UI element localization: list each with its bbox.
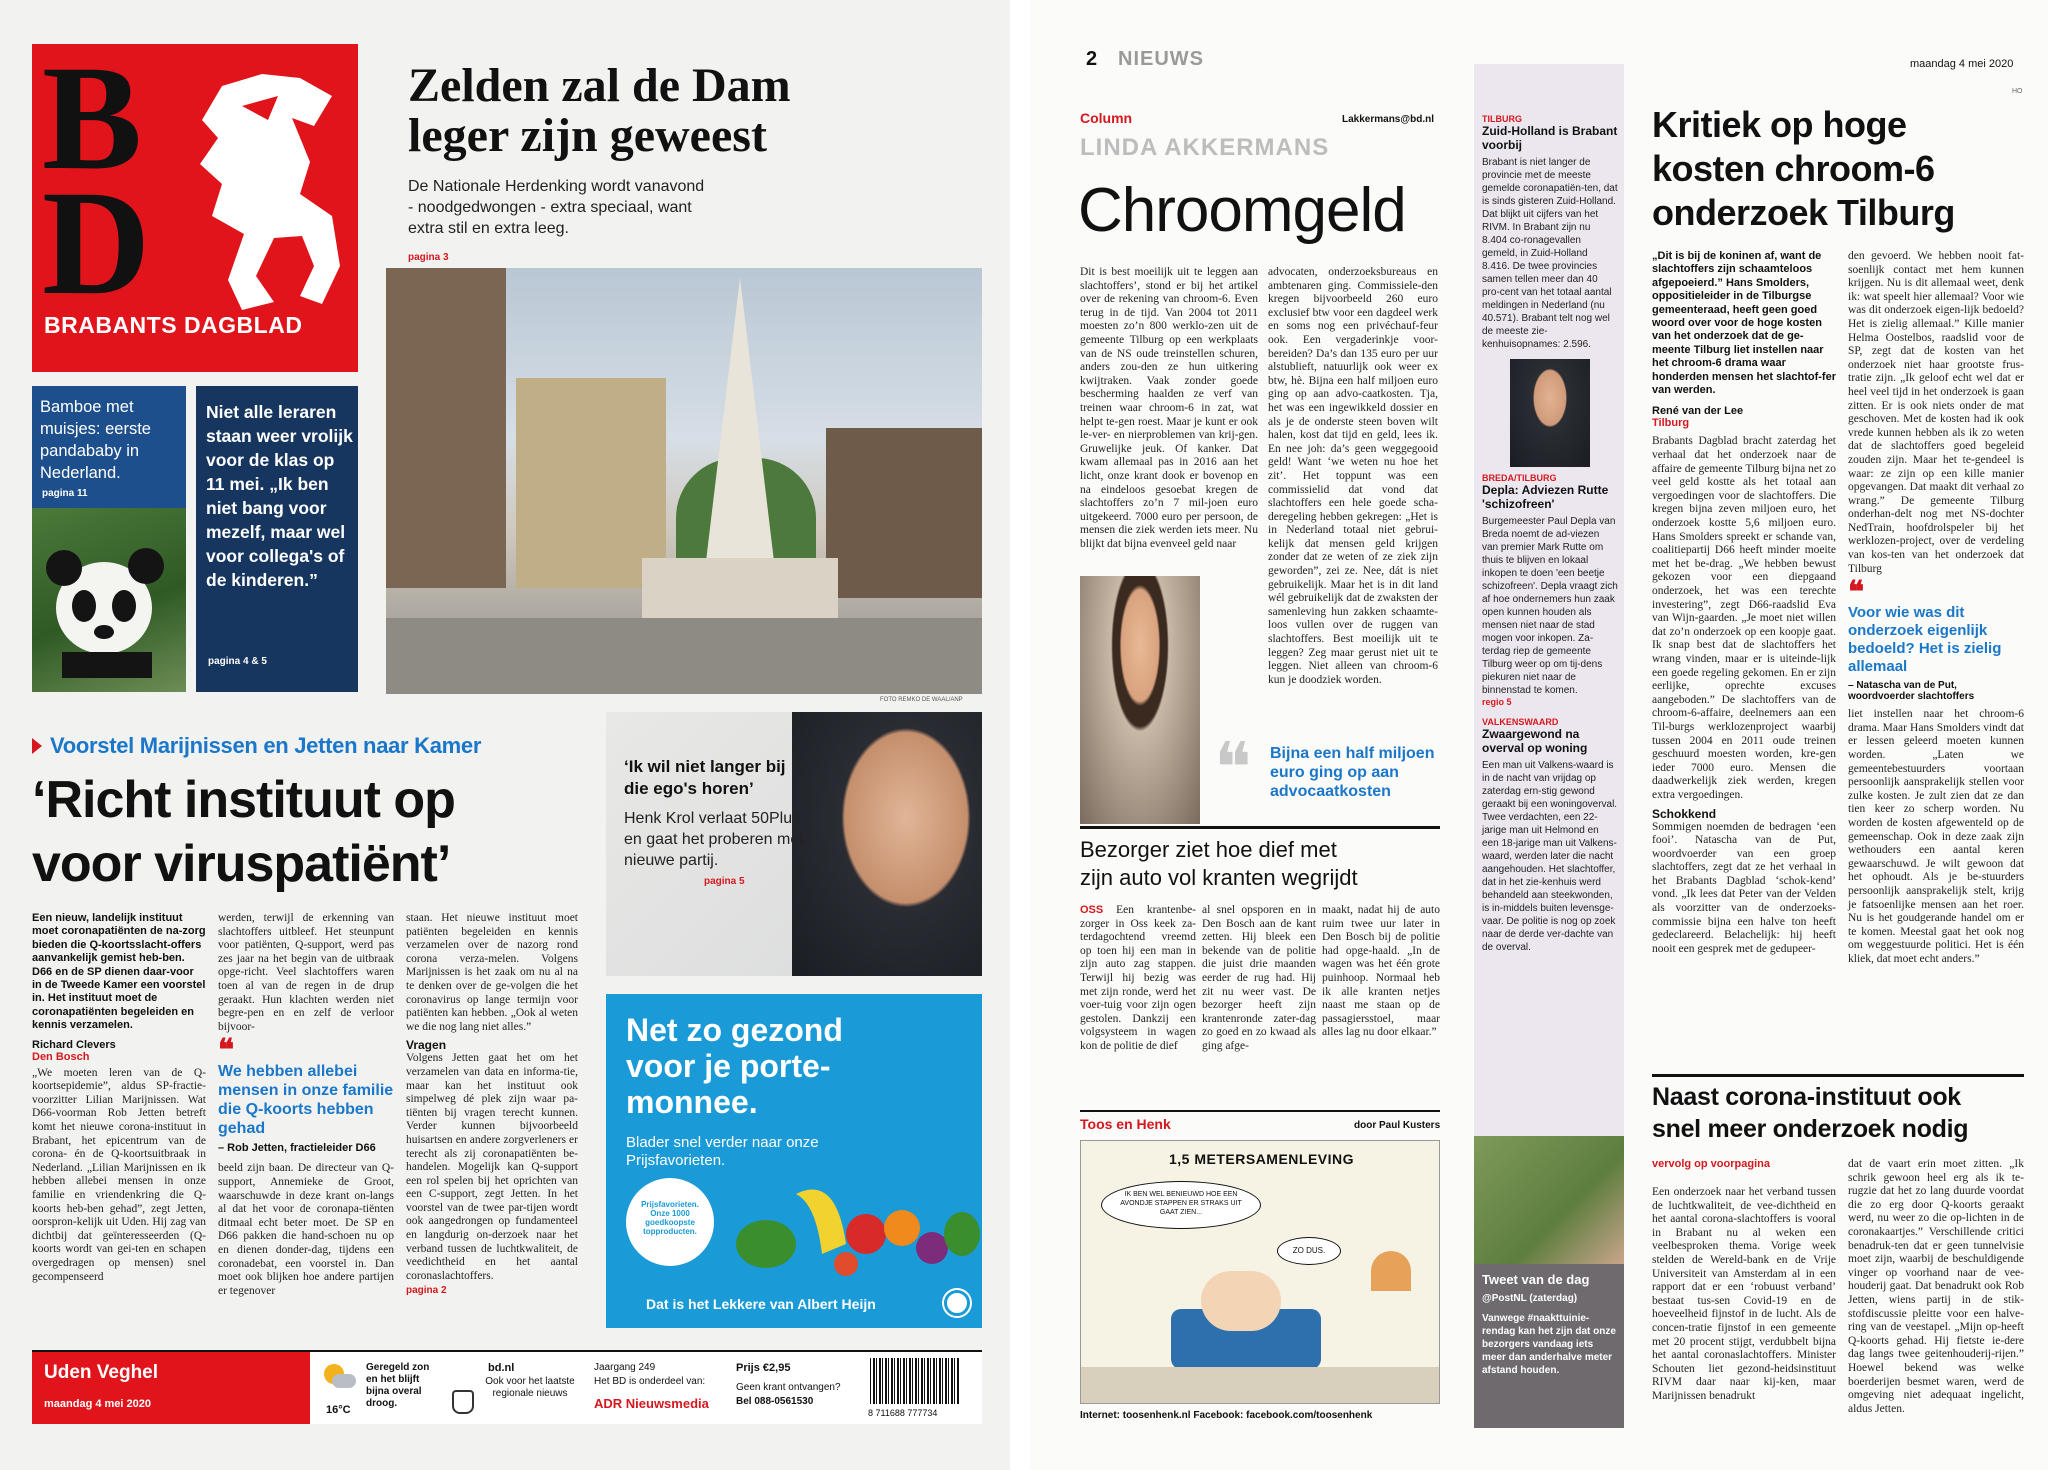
weather-temp: 16°C bbox=[326, 1404, 351, 1416]
inside-page bbox=[1030, 0, 2048, 1470]
comic-strip bbox=[1080, 1140, 1440, 1404]
sidebar-item1-place: TILBURG bbox=[1482, 114, 1522, 124]
tweet-handle[interactable]: @PostNL (zaterdag) bbox=[1482, 1293, 1578, 1304]
delivery-phone[interactable]: Bel 088-0561530 bbox=[736, 1396, 814, 1407]
main-col1 bbox=[32, 912, 206, 1284]
monument-obelisk bbox=[704, 278, 776, 578]
kritiek-col2b-text: liet instellen naar het chroom-6 drama. Maar Hans Smolders vindt dat er lessen geleerd moeten kunnen worden. „Laten we gemeentebestuurders voortaan persoonlijk aansprakelijk stellen voor zulke kosten. Je zult zien dat ze dan tien keer zo scherp worden. Nu worden de kosten afgewenteld op de gemeenschap. Ook in deze zaak zijn wethouders een aantal keren gewaarschuwd. Je wilt gewoon dat het ophoudt. Als je be-stuurders persoonlijk aansprakelijk stelt, krijg je fatsoenlijke mensen aan het roer. Nu is het goudgerande handel om er te komen. Meestal gaat het ook nog om weggestuurde politici. Het is één kliek, dat moet echt anders.” bbox=[1848, 708, 2024, 965]
tweet-title: Tweet van de dag bbox=[1482, 1272, 1590, 1287]
sidebar-item1-text: Brabant is niet langer de provincie met de meeste gemelde coronapatiën-ten, dat is sinds gisteren Zuid-Holland. Dat blijkt uit cijfers van het RIVM. In Brabant zijn nu 8.404 co-ronagevallen gemeld, in Zuid-Holland 8.416. De twee provincies samen tellen meer dan 40 pro-cent van het totaal aantal meldingen in Nederland (nu 40.571). Brabant telt nog wel de meeste zie-kenhuisopnames: 2.596. bbox=[1482, 157, 1618, 350]
ad-badge bbox=[626, 1178, 714, 1266]
dam-headline-line1: Zelden zal de Dam bbox=[408, 59, 791, 112]
edition-name: Uden Veghel bbox=[44, 1362, 159, 1383]
weather-icon bbox=[324, 1364, 356, 1390]
comic-strip-title: 1,5 METERSAMENLEVING bbox=[1169, 1151, 1355, 1167]
main-kicker-icon bbox=[32, 738, 42, 754]
main-col3-text-a: staan. Het nieuwe instituut moet patiënten begeleiden en kennis verzamelen over de nazorg rond corona verza-melen. Volgens Marijnissen is het zaak om nu al na te denken over de ge-volgen die het coronavirus op lange termijn voor patiënten kan hebben. „Ook al weten we die nog lang niet alles.” bbox=[406, 912, 578, 1033]
kritiek-col1 bbox=[1652, 250, 1836, 956]
ad-headline-line2: voor je porte- bbox=[626, 1048, 831, 1084]
ad-footer: Dat is het Lekkere van Albert Heijn bbox=[646, 1296, 876, 1312]
leraren-teaser-text: Niet alle leraren staan weer vrolijk voor de klas op 11 mei. „Ik ben niet bang voor mezelf, maar wel voor collega's of de kinderen.” bbox=[206, 402, 353, 590]
naast-col2: dat de vaart erin moet zitten. „Ik schrik gewoon heel erg als ik te-rugzie dat het zo lang duurde voordat die zo erg door Q-koorts geraakt werd, nu weer zo die op-lichten in de coronakaartjes.” Verschillende critici benadruk-ten dat er geen tunnelvisie moet zijn, waarbij de beschuldigende vinger op voorhand naar de vee-houderij gaat. Dat benadrukt ook Rob Jetten, wiens partij in de stik-stofdiscussie pleitte voor een halve-ring van de veestapel. „Mijn op-heeft Q-koorts gehad. Hij fietste ie-dere dag langs twee geitenhouderij-rijen.” Hoewel bekend was welke boerderijen besmet waren, werd de omgeving niet adequaat ingelicht, aldus Jetten. bbox=[1848, 1158, 2024, 1415]
sidebar-item2-photo bbox=[1510, 359, 1590, 467]
leraren-teaser[interactable] bbox=[196, 386, 358, 692]
comic-floor bbox=[1081, 1367, 1440, 1404]
bd-logo[interactable] bbox=[32, 35, 358, 372]
main-col2-text-b: beeld zijn baan. De directeur van Q-support, Annemieke de Groot, waarschuwde in deze krant on-langs al dat het voor de coronapa-tiënten ditmaal echt beter moet. De SP en D66 pakken die hand-schoen nu op en dienen donder-dag, tijdens een coronadebat, een voorstel in. Dan moet ook blijken hoe andere partijen er tegenover bbox=[218, 1162, 394, 1297]
krol-ref[interactable]: pagina 5 bbox=[704, 876, 745, 887]
web-label[interactable]: bd.nl bbox=[488, 1362, 515, 1374]
column-col1: Dit is best moeilijk uit te leggen aan slachtoffers’, stond er bij het artikel over de rekening van chroom-6. Even terug in de tijd. Van 2004 tot 2011 moesten zo’n 800 werklo-zen uit de gemeente Tilburg op een werkplaats van de NS oude treinstellen schuren, anders zou-den ze hun uitkering kwijtraken. Vaak zonder goede bescherming haalden ze verf van treinen waar chroom-6 in zat, wat helpt te-gen roest. Maar je kunt er ook le-ver- en nierproblemen van krij-gen. Gruwelijke jeuk. Of kanker. Dat kwam allemaal pas in 2016 aan het licht, onze krant dook er bovenop en na eindeloos gesoebat kregen de slachtoffers zo’n 7 mil-joen euro uitgekeerd. 7000 euro per persoon, de mensen die ziek werden iets meer. Nu blijkt dat bijna evenveel geld naar bbox=[1080, 266, 1258, 550]
main-intro: Een nieuw, landelijk instituut moet coronapatiënten de na-zorg bieden die Q-koortsslacht-offers aanvankelijk gemist heb-ben. D66 en de SP dienen daar-voor in de Tweede Kamer een voorstel in. Het instituut moet de coronapatiënten begeleiden en kennis verzamelen. bbox=[32, 912, 206, 1032]
main-col3-ref[interactable]: pagina 2 bbox=[406, 1285, 447, 1297]
main-place: Den Bosch bbox=[32, 1050, 90, 1063]
comic-web: Internet: toosenhenk.nl Facebook: facebook.com/toosenhenk bbox=[1080, 1410, 1373, 1421]
main-headline-line2: voor viruspatiënt’ bbox=[32, 835, 451, 893]
kritiek-author: René van der Lee bbox=[1652, 405, 1744, 418]
section-name: NIEUWS bbox=[1118, 48, 1204, 70]
main-author: Richard Clevers bbox=[32, 1038, 116, 1051]
krol-quote: ‘Ik wil niet langer bij die ego's horen’ bbox=[624, 757, 786, 798]
column-author: LINDA AKKERMANS bbox=[1080, 134, 1330, 161]
logo-name: BRABANTS DAGBLAD bbox=[44, 312, 303, 338]
square-pavement bbox=[386, 618, 982, 694]
comic-author: door Paul Kusters bbox=[1354, 1120, 1441, 1131]
panda-icon bbox=[42, 528, 172, 678]
bezorger-col3: maakt, nadat hij de auto ruim twee uur later in Den Bosch bij de politie had opge-haald. „In de wagen was het één grote puinhoop. Normaal heb ik alle kranten netjes naast me staan op de passagiersstoel, maar alles lag nu door elkaar.” bbox=[1322, 904, 1440, 1039]
ad-badge-text: Prijsfavorieten. Onze 1000 goedkoopste topproducten. bbox=[641, 1200, 699, 1236]
main-col3-subhead: Vragen bbox=[406, 1038, 447, 1053]
kritiek-col2a-text: den gevoerd. We hebben nooit fat-soenlijk contact met hem kunnen krijgen. Nu is dit allemaal weet, denk ik: wat speelt hier allemaal? Voor wie was dit onderzoek eigen-lijk bedoeld? Het is zielig allemaal.” Kille manier Helma Oostelbos, raadslid voor de SP, zegt dat de kosten van het onderzoek niet haar grootste frus-tratie zijn. „Ik geloof echt wel dat er heel veel tijd in het onderzoek is gaan zitten. Er is ook niets onder de mat geschoven. Met de kosten had ik ook vrede kunnen hebben als ik zo weten dat de slachtoffers goed begeleid zouden zijn. Maar het te-gendeel is waar: ze zijn op een kille manier opgevangen. Dat maakt dit verhaal zo wrang.” De gemeente Tilburg onderhan-delt nog met NS-dochter NedTrain, hoofdrolspeler bij het werklozen-project, over de verdeling van kos-ten van het onderzoek dat Tilburg bbox=[1848, 250, 2024, 575]
weather-text: Geregeld zon en het blijft bijna overal droog. bbox=[366, 1362, 430, 1409]
column-col2: advocaten, onderzoeksbureaus en ambtenaren ging. Commissiele-den kregen bijvoorbeeld 260 euro exclusief btw voor een dagdeel werk en soms nog een privéchauf-feur ook. Een vergaderinkje voor-bereiden? Da’s dan 135 euro per uur alstublieft, natuurlijk ook weer ex btw, hè. Bijna een half miljoen euro ging op aan advo-caatkosten. Tja, het was een ingewikkeld dossier en als je de onderste steen boven wilt halen, kost dat tijd en geld, lees ik. En nee joh: da’s geen weggegooid geld! Want ‘we weten nu hoe het zit’. Het toppunt was een commissielid dat vond dat slachtoffers een hele goede scha-deregeling hebben gekregen: „Het is in Nederland totaal niet gebrui-kelijk dat mensen geld krijgen zonder dat ze weten of ze ziek zijn geworden”, zei ze. Nee, dát is niet gebruikelijk. Maar het is in dit land wél gebruikelijk dat de zwaksten der samenleving hun zakken schaamte-loos vullen over de ruggen van slachtoffers. Best moeilijk uit te leggen? Zeg maar gerust niet uit te leggen. Niet alleen van chroom-6 kun je doodziek worden. bbox=[1268, 266, 1438, 686]
header-date: maandag 4 mei 2020 bbox=[1910, 58, 2014, 70]
naast-title-line2: snel meer onderzoek nodig bbox=[1652, 1115, 1969, 1143]
naast-title-line1: Naast corona-instituut ook bbox=[1652, 1083, 1961, 1111]
kritiek-title-line2: kosten chroom-6 bbox=[1652, 148, 1935, 189]
krol-box[interactable] bbox=[606, 712, 982, 976]
front-page bbox=[0, 0, 1010, 1470]
krol-photo bbox=[792, 712, 982, 976]
dam-photo-credit: FOTO REMKO DE WAAL/ANP bbox=[880, 697, 963, 703]
panda-teaser-ref[interactable]: pagina 11 bbox=[42, 488, 88, 499]
bezorger-divider bbox=[1080, 826, 1440, 829]
ah-ad[interactable] bbox=[606, 994, 982, 1328]
leraren-teaser-ref[interactable]: pagina 4 & 5 bbox=[208, 656, 267, 667]
column-title: Chroomgeld bbox=[1078, 176, 1406, 245]
cloud-shape bbox=[332, 1374, 356, 1388]
price: Prijs €2,95 bbox=[736, 1362, 791, 1374]
naast-divider bbox=[1652, 1074, 2024, 1077]
main-col2-text-a: werden, terwijl de erkenning van slachtoffers uitbleef. Het steunpunt voor patiënten, Q-support, werd pas zes jaar na het begin van de uitbraak opge-richt. Veel slachtoffers waren toen al van de regen in de drup geraakt. Hun klachten werden niet begre-pen en en zelf de verloor bijvoor- bbox=[218, 912, 394, 1033]
comic-lamp bbox=[1371, 1251, 1411, 1291]
kritiek-pull-icon: ❝ bbox=[1848, 576, 1865, 610]
bezorger-col2: al snel opsporen en in Den Bosch aan de kant zetten. Hij bleek een bekende van de politie die juist drie maanden eerder de rug had. Hij zit nu weer vast. De bezorger heeft zijn krantenronde zater-dag zo goed en zo kwaad als ging afge- bbox=[1202, 904, 1316, 1052]
column-pull-quote-icon: ❝ bbox=[1214, 729, 1252, 807]
krol-text: Henk Krol verlaat 50Plus en gaat het proberen met nieuwe partij. bbox=[624, 810, 804, 869]
sidebar-item1-title: Zuid-Holland is Brabant voorbij bbox=[1482, 124, 1618, 152]
header-ho: HO bbox=[2012, 88, 2023, 95]
publisher-text: Het BD is onderdeel van: bbox=[594, 1376, 706, 1387]
dam-photo bbox=[386, 268, 982, 694]
comic-bubble2 bbox=[1277, 1237, 1341, 1265]
barcode-number: 8 711688 777734 bbox=[868, 1408, 938, 1418]
tweet-box bbox=[1474, 1264, 1624, 1428]
monument-base bbox=[642, 558, 838, 618]
bezorger-col1-text: Een krantenbe-zorger in Oss keek za-terdagochtend vreemd op toen hij een man in zijn auto zag stappen. Terwijl hij bezig was met zijn ronde, werd het voer-tuig voor zijn ogen gestolen. Dankzij een volgsysteem in wagen kon de politie de dief bbox=[1080, 904, 1196, 1052]
logo-letters: BD bbox=[42, 35, 147, 326]
comic-bubble1-text: IK BEN WEL BENIEUWD HOE EEN AVONDJE STAPPEN ER STRAKS UIT GAAT ZIEN... bbox=[1120, 1191, 1242, 1216]
main-pull-quote: We hebben allebei mensen in onze familie die Q-koorts hebben gehad bbox=[218, 1063, 394, 1138]
sidebar-content bbox=[1482, 114, 1618, 954]
bezorger-title-line1: Bezorger ziet hoe dief met bbox=[1080, 837, 1337, 862]
kritiek-title-line3: onderzoek Tilburg bbox=[1652, 192, 1955, 233]
main-col1-text: „We moeten leren van de Q-koortsepidemie”, aldus SP-fractie-voorzitter Lilian Marijnissen. Wat D66-voorman Rob Jetten betreft komt het nieuwe corona-instituut in Brabant, het epicentrum van de corona- én de Q-koortsuitbraak in Nederland. „Lilian Marijnissen en ik hebben allebei mensen in onze familie en vriendenkring die Q-koorts heb-ben gehad”, zegt Jetten, oorspron-kelijk uit Uden. Hij zag van dichtbij dat geïnteresseerden (Q-koorts wordt van gei-ten en schapen overgedragen op mensen) snel gecompenseerd bbox=[32, 1066, 206, 1283]
main-col3 bbox=[406, 912, 578, 1296]
main-kicker: Voorstel Marijnissen en Jetten naar Kamer bbox=[50, 733, 482, 758]
ad-headline-line1: Net zo gezond bbox=[626, 1012, 843, 1048]
tweet-photo bbox=[1474, 1136, 1624, 1264]
column-email[interactable]: Lakkermans@bd.nl bbox=[1342, 114, 1435, 125]
lion-icon bbox=[182, 66, 350, 316]
ad-headline-line3: monnee. bbox=[626, 1084, 758, 1120]
comic-characters bbox=[1201, 1271, 1281, 1331]
kritiek-title-line1: Kritiek op hoge bbox=[1652, 104, 1907, 145]
volume: Jaargang 249 bbox=[594, 1362, 656, 1373]
comic-bubble1 bbox=[1101, 1181, 1261, 1229]
bezorger-place: OSS bbox=[1080, 904, 1104, 916]
edition-box bbox=[32, 1352, 310, 1424]
main-headline-line1: ‘Richt instituut op bbox=[32, 771, 455, 829]
ad-sub: Blader snel verder naar onze Prijsfavorieten. bbox=[626, 1134, 819, 1169]
kritiek-col1-subhead: Schokkend bbox=[1652, 806, 1717, 821]
kritiek-pull: Voor wie was dit onderzoek eigenlijk bedoeld? Het is zielig allemaal bbox=[1848, 604, 2002, 676]
main-pull-quote-icon: ❝ bbox=[218, 1034, 235, 1068]
panda-teaser-text: Bamboe met muisjes: eerste pandababy in Nederland. bbox=[40, 398, 151, 482]
kritiek-place: Tilburg bbox=[1652, 417, 1690, 430]
comic-divider bbox=[1080, 1110, 1440, 1112]
sidebar-item3-text: Een man uit Valkens-waard is in de nacht van vrijdag op zaterdag ern-stig gewond geraakt bij een woningoverval. Twee verdachten, een 22-jarige man uit Helmond en een 18-jarige man uit Valkens-waard, werden later die nacht aangehouden. Het slachtoffer, dat in het zie-kenhuis werd behandeld aan steekwonden, is in-middels buiten levensge-vaar. De politie is nog op zoek naar de derde ver-dachte van de overval. bbox=[1482, 760, 1618, 953]
sidebar-item3-title: Zwaargewond na overval op woning bbox=[1482, 727, 1588, 755]
building-center bbox=[516, 378, 666, 588]
sidebar-item3-place: VALKENSWAARD bbox=[1482, 717, 1559, 727]
page-number: 2 bbox=[1086, 48, 1098, 70]
column-label: Column bbox=[1080, 110, 1133, 126]
main-col3-text-b: Volgens Jetten gaat het om het verzamelen van data en informa-tie, maar kan het instituut ook simpelweg dé plek zijn waar pa-tiënten bij vragen terecht kunnen. Verder kunnen bijvoorbeeld huisartsen en andere zorgverleners er terecht als zij coronapatiënten be-handelen. Mogelijk kan Q-support een rol spelen bij het oprichten van een C-support, zegt Jetten. In het voorstel van de twee par-tijen wordt ook aangedrongen op fundamenteel en langdurig on-derzoek naar het verband tussen de luchtkwaliteit, de veedichtheid en het aantal coronaslachtoffers. bbox=[406, 1052, 578, 1282]
bezorger-title-line2: zijn auto vol kranten wegrijdt bbox=[1080, 865, 1358, 890]
delivery-text: Geen krant ontvangen? bbox=[736, 1382, 841, 1393]
naast-kicker: vervolg op voorpagina bbox=[1652, 1158, 1770, 1170]
publisher-logo: ADR Nieuwsmedia bbox=[594, 1396, 709, 1411]
main-col2 bbox=[218, 912, 394, 1298]
barcode bbox=[870, 1358, 960, 1404]
comic-bubble2-text: ZO DUS. bbox=[1292, 1246, 1326, 1255]
sidebar-item2-place: BREDA/TILBURG bbox=[1482, 473, 1557, 483]
column-author-photo bbox=[1080, 576, 1200, 824]
building-left bbox=[386, 268, 506, 588]
kritiek-pull-author: – Natascha van de Put, woordvoerder slachtoffers bbox=[1848, 680, 1975, 703]
sidebar-item2-ref[interactable]: regio 5 bbox=[1482, 697, 1512, 707]
naast-col1: Een onderzoek naar het verband tussen de luchtkwaliteit, de vee-dichtheid en het aantal corona-slachtoffers is vooral in Brabant nu al weken een veelbesproken thema. Vorige week stelden de Wereld-bank en de Vrije Universiteit van Amsterdam al in een rapport dat er een ‘robuust verband’ bestaat tus-sen Covid-19 en de hoeveelheid fijnstof in de lucht. Als de concen-tratie fijnstof in een gemeente met 20 procent stijgt, verdubbelt bijna het aantal coronaslachtoffers. Minister Schouten liet gezond-heidsinstituut RIVM daar naar kij-ken, maar Marijnissen benadrukt bbox=[1652, 1186, 1836, 1402]
kritiek-col1-text: Brabants Dagblad bracht zaterdag het verhaal dat het onderzoek naar de affaire de gemeente Tilburg bijna net zo veel geld kostte als het totaal aan vergoedingen voor de slachtoffers. Die kregen bijna zeven miljoen euro, het onderzoek kostte 5,6 miljoen euro. Hans Smolders spreekt er schande van, coalitiepartij D66 heeft minder moeite met het be-drag. „We hebben bewust gekozen voor een diepgaand onderzoek, het was een terechte investering”, zegt D66-raadslid Eva van Wijn-gaarden. „Je moet niet willen dat zo’n onderzoek op een koopje gaat. Ik snap best dat de slachtoffers het wrang vinden, maar er is uiteinde-lijk een goede regeling gekomen. En er zijn eerlijke, oprechte excuses aangeboden.” De slachtoffers van de chroom-6-affaire, deelnemers aan een Til-burgs werklozenproject waarbij tussen 2004 en 2011 oude treinen geschuurd moesten worden, kre-gen ieder 7000 euro. Mensen die daadwerkelijk ziek werden, kregen extra vergoedingen. bbox=[1652, 435, 1836, 801]
sidebar-item2-title: Depla: Adviezen Rutte 'schizofreen' bbox=[1482, 483, 1609, 511]
building-right bbox=[826, 428, 982, 598]
kritiek-intro: „Dit is bij de koninen af, want de slachtoffers zijn schaamteloos afgepoeierd.” Hans Smolders, oppositieleider in de Tilburgse gemeenteraad, heeft geen goed woord over voor de hoge kosten van het onderzoek dat de ge-meente Tilburg liet instellen naar het chroom-6 drama waar honderden mensen het slachtof-fer van werden. bbox=[1652, 250, 1836, 397]
column-pull-quote: Bijna een half miljoen euro ging op aan advocaatkosten bbox=[1270, 745, 1435, 800]
sidebar-item2-text: Burgemeester Paul Depla van Breda noemt de ad-viezen van premier Mark Rutte om thuis te blijven en lokaal inkopen te doen 'een beetje schizofreen'. Depla vraagt zich af hoe ondernemers hun zaak open kunnen houden als mensen niet naar de stad mogen voor inkopen. Za-terdag riep de gemeente Tilburg weer op om tij-dens piekuren niet naar de binnenstad te komen. bbox=[1482, 516, 1618, 696]
panda-teaser[interactable] bbox=[32, 386, 186, 692]
bezorger-col1 bbox=[1080, 904, 1196, 1054]
main-pull-author: – Rob Jetten, fractieleider D66 bbox=[218, 1142, 376, 1155]
dam-headline-line2: leger zijn geweest bbox=[408, 109, 767, 162]
comic-title: Toos en Henk bbox=[1080, 1116, 1171, 1132]
web-text: Ook voor het laatste regionale nieuws bbox=[485, 1376, 575, 1399]
kritiek-col1b-text: Sommigen noemden de bedragen ‘een fooi’. Natascha van de Put, woordvoerder van een groep slachtoffers, zegt dat ze het verhaal in het Brabants Dagblad ‘schok-kend’ vond. „Ik lees dat Peter van der Velden als voorzitter van de onderzoeks-commissie bijna een halve ton heeft gedeclareerd. Belachelijk: hij heeft nooit een gesprek met de gedupeer- bbox=[1652, 820, 1836, 955]
dam-deck: De Nationale Herdenking wordt vanavond - noodgedwongen - extra speciaal, want extra stil en extra leeg. bbox=[408, 178, 705, 237]
kritiek-col2 bbox=[1848, 250, 2024, 967]
tweet-text: Vanwege #naakttuinie-rendag kan het zijn dat onze bezorgers vandaag iets meer dan anderhalve meter afstand houden. bbox=[1482, 1313, 1616, 1376]
vegetables-icon bbox=[726, 1164, 982, 1280]
dam-ref[interactable]: pagina 3 bbox=[408, 252, 449, 263]
panda-photo bbox=[32, 508, 186, 692]
hand-icon bbox=[452, 1390, 474, 1414]
ah-logo-icon bbox=[944, 1290, 970, 1316]
edition-date: maandag 4 mei 2020 bbox=[44, 1398, 152, 1410]
